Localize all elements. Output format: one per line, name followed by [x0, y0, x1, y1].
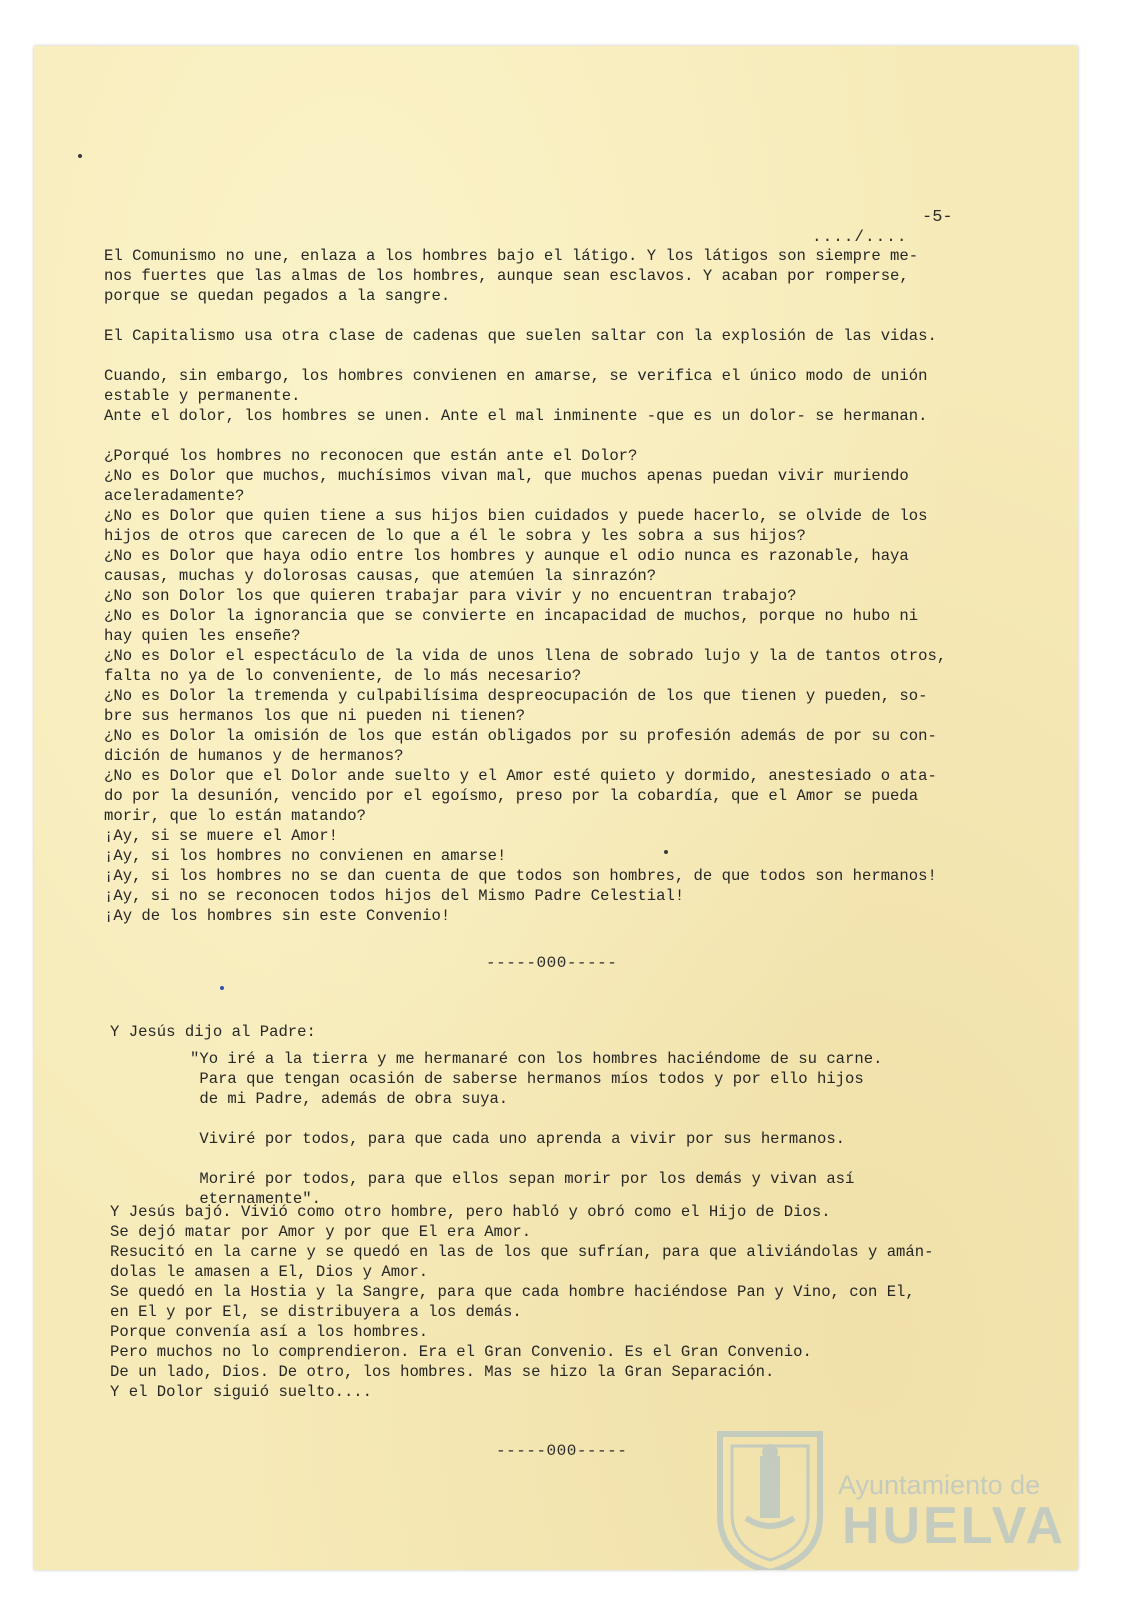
text-line: ¿No es Dolor el espectáculo de la vida de unos llena de sobrado lujo y la de tantos otros,: [104, 647, 947, 665]
text-line: ¡Ay, si los hombres no convienen en amarse!: [104, 847, 507, 865]
watermark-name: Ayuntamiento de: [838, 1470, 1041, 1500]
text-line: De un lado, Dios. De otro, los hombres. Mas se hizo la Gran Separación.: [110, 1363, 775, 1381]
text-line: Se dejó matar por Amor y por que El era Amor.: [110, 1223, 532, 1241]
text-line: ¡Ay de los hombres sin este Convenio!: [104, 907, 451, 925]
text-line: ¡Ay, si no se reconocen todos hijos del Mismo Padre Celestial!: [104, 887, 685, 905]
text-line: Porque convenía así a los hombres.: [110, 1323, 429, 1341]
text-line: ¿No es Dolor que el Dolor ande suelto y el Amor esté quieto y dormido, anestesiado o ata-: [104, 767, 937, 785]
quote-line: Moriré por todos, para que ellos sepan morir por los demás y vivan así: [190, 1170, 855, 1188]
text-line: bre sus hermanos los que ni pueden ni tienen?: [104, 707, 526, 725]
text-line: ¿No es Dolor que haya odio entre los hombres y aunque el odio nunca es razonable, haya: [104, 547, 909, 565]
paragraphs-part-1: [104, 246, 1054, 926]
quote-line: de mi Padre, además de obra suya.: [190, 1090, 509, 1108]
text-line: ¿No es Dolor la tremenda y culpabilísima despreocupación de los que tienen y pueden, so-: [104, 687, 928, 705]
quote-line: Viviré por todos, para que cada uno aprenda a vivir por sus hermanos.: [190, 1130, 846, 1148]
text-line: aceleradamente?: [104, 487, 245, 505]
text-line: en El y por El, se distribuyera a los demás.: [110, 1303, 522, 1321]
section-separator: -----000-----: [486, 954, 618, 972]
text-line: causas, muchas y dolorosas causas, que atemúen la sinrazón?: [104, 567, 657, 585]
city-seal-icon: [710, 1426, 830, 1570]
text-line: Pero muchos no lo comprendieron. Era el Gran Convenio. Es el Gran Convenio.: [110, 1343, 812, 1361]
quote-line: Para que tengan ocasión de saberse hermanos míos todos y por ello hijos: [190, 1070, 864, 1088]
text-line: ¡Ay, si se muere el Amor!: [104, 827, 338, 845]
text-line: El Capitalismo usa otra clase de cadenas que suelen saltar con la explosión de las vidas.: [104, 327, 937, 345]
text-line: dolas le amasen a El, Dios y Amor.: [110, 1263, 429, 1281]
blank-line: [190, 1148, 1010, 1168]
blank-line: [190, 1108, 1010, 1128]
text-line: ¿Porqué los hombres no reconocen que están ante el Dolor?: [104, 447, 638, 465]
ink-speck: [664, 850, 668, 854]
text-line: ¿No es Dolor la omisión de los que están obligados por su profesión además de por su con-: [104, 727, 937, 745]
text-line: ¿No es Dolor que quien tiene a sus hijos bien cuidados y puede hacerlo, se olvide de los: [104, 507, 928, 525]
text-line: falta no ya de lo conveniente, de lo más necesario?: [104, 667, 582, 685]
text-line: estable y permanente.: [104, 387, 301, 405]
text-line: nos fuertes que las almas de los hombres, aunque sean esclavos. Y acaban por romperse,: [104, 267, 909, 285]
paragraphs-part-2: [110, 1202, 1060, 1402]
text-line: dición de humanos y de hermanos?: [104, 747, 404, 765]
page-number: -5-: [922, 208, 953, 227]
text-line: Resucitó en la carne y se quedó en las de los que sufrían, para que aliviándolas y amán-: [110, 1243, 934, 1261]
text-line: ¿No es Dolor que muchos, muchísimos vivan mal, que muchos apenas puedan vivir muriendo: [104, 467, 909, 485]
text-line: do por la desunión, vencido por el egoísmo, preso por la cobardía, que el Amor se pueda: [104, 787, 919, 805]
ink-speck: [78, 154, 82, 158]
text-line: morir, que lo están matando?: [104, 807, 367, 825]
document-page: [34, 46, 1078, 1570]
quote-line: eternamente".: [190, 1190, 322, 1208]
text-line: ¿No es Dolor la ignorancia que se convierte en incapacidad de muchos, porque no hubo ni: [104, 607, 919, 625]
section-separator-final: -----000-----: [496, 1442, 628, 1460]
text-line: hijos de otros que carecen de lo que a él le sobra y les sobra a sus hijos?: [104, 527, 806, 545]
blank-line: [104, 306, 1054, 326]
text-line: ¡Ay, si los hombres no se dan cuenta de que todos son hombres, de que todos son hermanos!: [104, 867, 937, 885]
text-line: porque se quedan pegados a la sangre.: [104, 287, 451, 305]
text-line: Y el Dolor siguió suelto....: [110, 1383, 373, 1401]
blank-line: [104, 346, 1054, 366]
text-line: Se quedó en la Hostia y la Sangre, para que cada hombre haciéndose Pan y Vino, con El,: [110, 1283, 915, 1301]
text-line: hay quien les enseñe?: [104, 627, 301, 645]
ink-speck: [220, 986, 224, 990]
quote-line: "Yo iré a la tierra y me hermanaré con los hombres haciéndome de su carne.: [190, 1050, 883, 1068]
text-line: ¿No son Dolor los que quieren trabajar para vivir y no encuentran trabajo?: [104, 587, 797, 605]
intro-line: Y Jesús dijo al Padre:: [110, 1023, 316, 1041]
blank-line: [104, 426, 1054, 446]
text-line: El Comunismo no une, enlaza a los hombres bajo el látigo. Y los látigos son siempre me-: [104, 247, 919, 265]
text-line: Ante el dolor, los hombres se unen. Ante el mal inminente -que es un dolor- se hermanan.: [104, 407, 928, 425]
continuation-mark: ..../....: [812, 228, 908, 246]
text-line: Cuando, sin embargo, los hombres convienen en amarse, se verifica el único modo de unión: [104, 367, 928, 385]
quote-block: [190, 1048, 1010, 1208]
archive-watermark: [710, 1426, 1070, 1570]
watermark-city: HUELVA: [842, 1497, 1067, 1555]
text-line: Y Jesús bajó. Vivió como otro hombre, pero habló y obró como el Hijo de Dios.: [110, 1203, 831, 1221]
